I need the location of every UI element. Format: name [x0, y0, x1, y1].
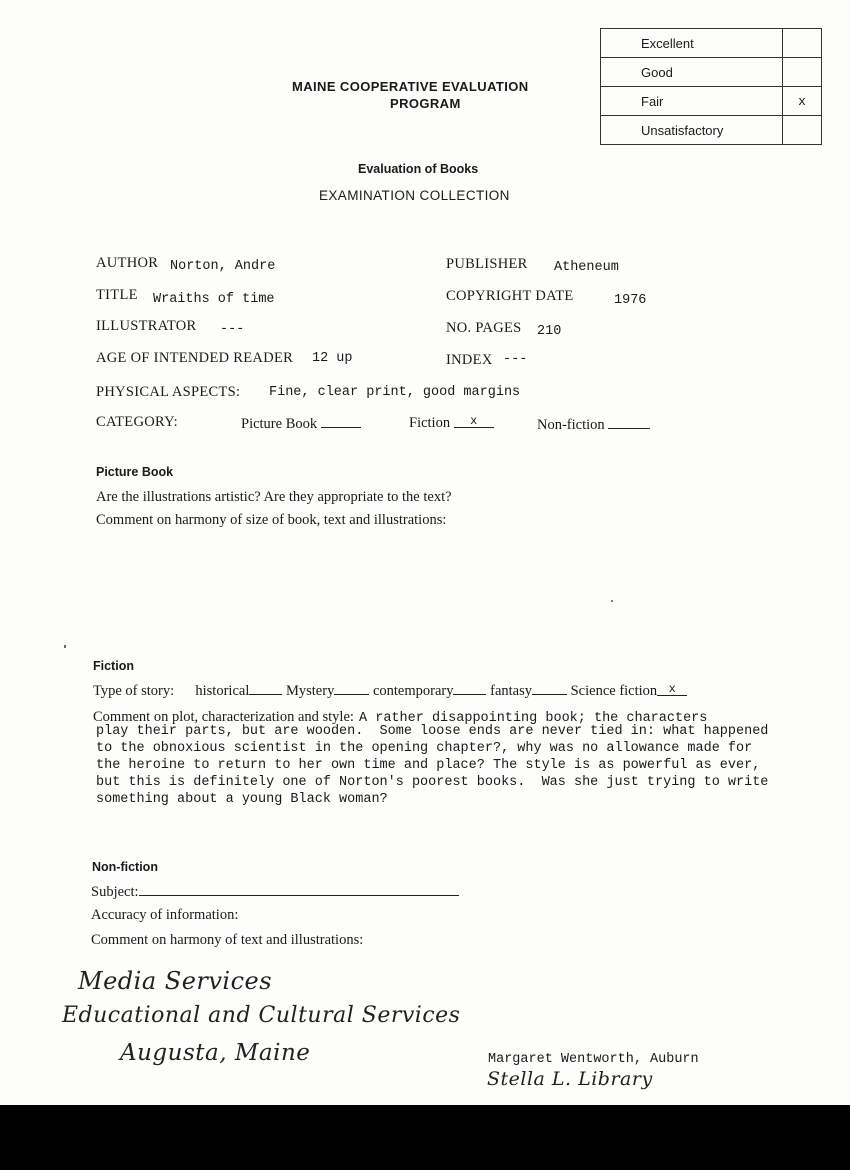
rating-row: [601, 29, 822, 58]
rating-checkbox[interactable]: [783, 116, 822, 145]
title-label: TITLE: [96, 287, 138, 303]
rating-table: [600, 28, 822, 145]
form-title-line2: PROGRAM: [390, 96, 461, 111]
category-picture-book[interactable]: [241, 415, 361, 433]
rating-label: Excellent: [601, 29, 783, 58]
fiction-comment-line: to the obnoxious scientist in the opening chapter?, why was no allowance made for: [96, 741, 753, 756]
reviewer-signature: Stella L. Library: [487, 1068, 653, 1090]
fiction-blank[interactable]: x: [454, 415, 494, 428]
picture-book-blank[interactable]: [321, 415, 361, 428]
publisher-label: PUBLISHER: [446, 256, 528, 272]
title-value[interactable]: Wraiths of time: [153, 292, 275, 307]
collection-name: EXAMINATION COLLECTION: [319, 188, 510, 203]
handwritten-line: Educational and Cultural Services: [62, 1003, 461, 1028]
fiction-comment-body[interactable]: [96, 723, 796, 808]
nonfiction-heading: Non-fiction: [92, 860, 158, 874]
fiction-heading: Fiction: [93, 659, 134, 673]
scifi-label: Science fiction: [570, 683, 658, 699]
contemporary-blank[interactable]: [453, 682, 486, 695]
rating-label: Unsatisfactory: [601, 116, 783, 145]
picture-book-comment-label: Comment on harmony of size of book, text and illustrations:: [96, 512, 447, 528]
nonfiction-comment-label: Comment on harmony of text and illustrations:: [91, 932, 364, 948]
fantasy-blank[interactable]: [532, 682, 567, 695]
fiction-comment-label: Comment on plot, characterization and style:: [93, 709, 354, 725]
rating-checkbox[interactable]: [783, 58, 822, 87]
fiction-label: Fiction: [409, 415, 451, 431]
subject-label: Subject:: [91, 884, 139, 900]
illustrator-label: ILLUSTRATOR: [96, 318, 197, 334]
fiction-comment-line: something about a young Black woman?: [96, 792, 388, 807]
nonfiction-blank[interactable]: [608, 416, 650, 429]
rating-label: Good: [601, 58, 783, 87]
rating-checkbox[interactable]: x: [783, 87, 822, 116]
pages-label: NO. PAGES: [446, 320, 522, 336]
scan-speck: [64, 645, 66, 648]
picture-book-question: Are the illustrations artistic? Are they appropriate to the text?: [96, 489, 452, 505]
form-title-line1: MAINE COOPERATIVE EVALUATION: [292, 79, 529, 94]
age-label: AGE OF INTENDED READER: [96, 350, 294, 366]
rating-checkbox[interactable]: [783, 29, 822, 58]
mystery-label: Mystery: [285, 683, 335, 699]
author-value[interactable]: Norton, Andre: [170, 259, 276, 274]
author-label: AUTHOR: [96, 255, 159, 271]
pages-value[interactable]: 210: [537, 324, 562, 339]
copyright-value[interactable]: 1976: [614, 293, 647, 308]
scifi-blank[interactable]: x: [657, 683, 687, 696]
age-value[interactable]: 12 up: [312, 351, 353, 366]
historical-label: historical: [195, 683, 250, 699]
rating-row: [601, 58, 822, 87]
category-nonfiction[interactable]: [537, 416, 650, 434]
story-type-label: Type of story:: [93, 683, 175, 699]
contemporary-label: contemporary: [372, 683, 454, 699]
historical-blank[interactable]: [249, 682, 282, 695]
fiction-comment-line: the heroine to return to her own time and place? The style is as powerful as ever,: [96, 758, 761, 773]
category-fiction[interactable]: [409, 415, 494, 432]
physical-label: PHYSICAL ASPECTS:: [96, 384, 241, 400]
index-label: INDEX: [446, 352, 493, 368]
handwritten-line: Media Services: [78, 967, 273, 995]
mystery-blank[interactable]: [334, 682, 369, 695]
reviewer-name: Margaret Wentworth, Auburn: [488, 1052, 699, 1067]
publisher-value[interactable]: Atheneum: [554, 260, 619, 275]
category-label: CATEGORY:: [96, 414, 178, 430]
fiction-comment-line[interactable]: A rather disappointing book; the characters: [359, 711, 708, 726]
copyright-label: COPYRIGHT DATE: [446, 288, 574, 304]
fantasy-label: fantasy: [490, 683, 532, 699]
accuracy-label: Accuracy of information:: [91, 907, 239, 923]
rating-label: Fair: [601, 87, 783, 116]
fiction-comment-line: but this is definitely one of Norton's poorest books. Was she just trying to write: [96, 775, 769, 790]
physical-value[interactable]: Fine, clear print, good margins: [269, 385, 521, 400]
fiction-comment-line: play their parts, but are wooden. Some loose ends are never tied in: what happened: [96, 724, 769, 739]
nonfiction-label: Non-fiction: [537, 417, 605, 433]
story-type-row: [93, 682, 687, 700]
picture-book-label: Picture Book: [241, 416, 318, 432]
illustrator-value[interactable]: ---: [220, 322, 245, 337]
picture-book-heading: Picture Book: [96, 465, 174, 479]
subject-blank[interactable]: [139, 883, 459, 896]
subject-row: [91, 883, 459, 901]
handwritten-line: Augusta, Maine: [120, 1040, 311, 1066]
scan-speck: [611, 600, 613, 602]
index-value[interactable]: ---: [503, 352, 528, 367]
form-subtitle: Evaluation of Books: [358, 162, 479, 176]
rating-row: [601, 87, 822, 116]
rating-row: [601, 116, 822, 145]
